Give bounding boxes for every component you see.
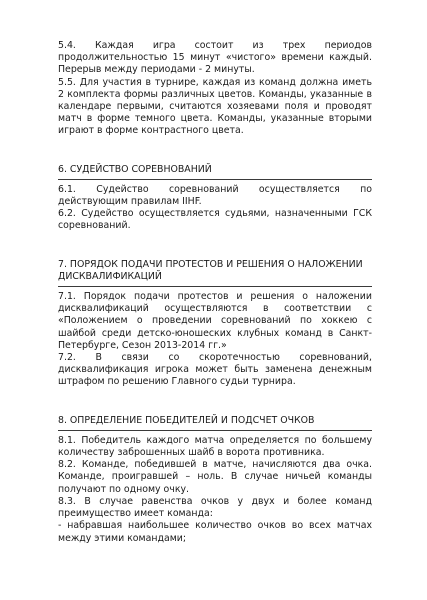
section-6-heading: 6. СУДЕЙСТВО СОРЕВНОВАНИЙ [58, 163, 212, 175]
section-8-divider [58, 430, 372, 431]
document-page [58, 40, 372, 545]
paragraph-7-2: 7.2. В связи со скоротечностью соревнований, дисквалификация игрока может быть заменена денежным штрафом по решению Главного судьи турнира. [58, 352, 372, 388]
paragraph-5-4: 5.4. Каждая игра состоит из трех периодов продолжительностью 15 минут «чистого» времени каждый. Перерыв между периодами - 2 минуты. [58, 40, 372, 76]
paragraph-5-5: 5.5. Для участия в турнире, каждая из команд должна иметь 2 комплекта формы различных цветов. Команды, указанные в календаре первыми, считаются хозяевами поля и проводят матч в форме темного цвета. Команды, указанные вторыми играют в форме контрастного цвета. [58, 76, 372, 137]
paragraph-6-2: 6.2. Судейство осуществляется судьями, назначенными ГСК соревнований. [58, 208, 372, 232]
paragraph-7-1: 7.1. Порядок подачи протестов и решения о наложении дисквалификаций осуществляются в соответствии с «Положением о проведении соревнований по хоккею с шайбой среди детско-юношеских клубных команд в Санкт-Петербурге, Сезон 2013-2014 гг.» [58, 291, 372, 351]
section-6-divider [58, 179, 372, 180]
section-7-heading: 7. ПОРЯДОК ПОДАЧИ ПРОТЕСТОВ И РЕШЕНИЯ О НАЛОЖЕНИИ ДИСКВАЛИФИКАЦИЙ [58, 258, 363, 282]
section-gap [58, 233, 372, 259]
section-8-heading: 8. ОПРЕДЕЛЕНИЕ ПОБЕДИТЕЛЕЙ И ПОДСЧЕТ ОЧКОВ [58, 414, 315, 426]
section-7-divider [58, 286, 372, 287]
section-gap [58, 138, 372, 164]
paragraph-8-2: 8.2. Команде, победившей в матче, начисляются два очка. Команде, проигравшей – ноль. В случае ничьей команды получают по одному очку. [58, 459, 372, 495]
paragraph-6-1: 6.1. Судейство соревнований осуществляется по действующим правилам IIHF. [58, 183, 372, 208]
paragraph-8-1: 8.1. Победитель каждого матча определяется по большему количеству заброшенных шайб в ворота противника. [58, 434, 372, 459]
paragraph-8-3: 8.3. В случае равенства очков у двух и более команд преимущество имеет команда: [58, 495, 372, 520]
paragraph-8-3-item: - набравшая наибольшее количество очков во всех матчах между этими командами; [58, 520, 372, 544]
section-gap [58, 389, 372, 415]
